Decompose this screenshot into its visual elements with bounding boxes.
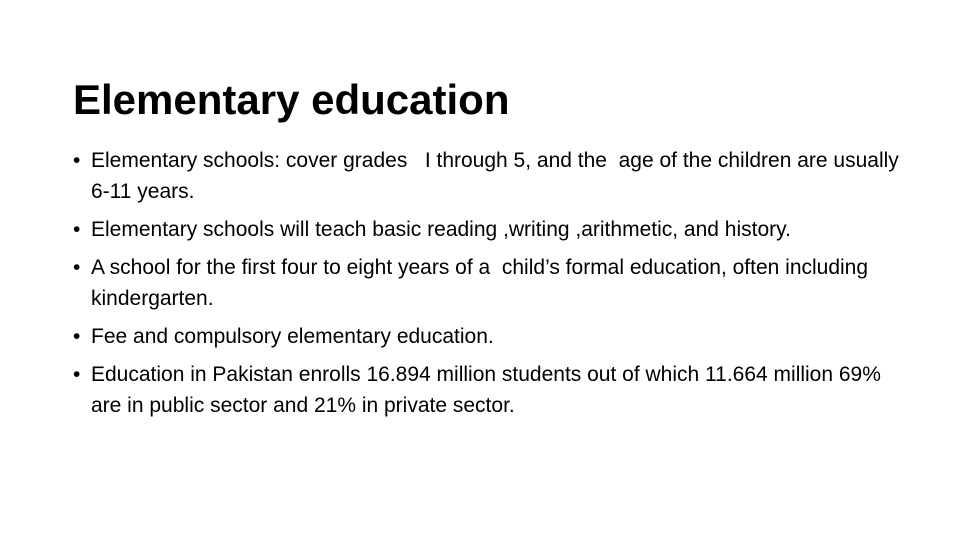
bullet-text: A school for the first four to eight years of a child’s formal education, often including kindergarten.: [91, 256, 874, 310]
bullet-marker: •: [73, 218, 81, 241]
bullet-text: Elementary schools will teach basic reading ,writing ,arithmetic, and history.: [91, 218, 791, 241]
bullet-item: [73, 252, 903, 314]
bullet-item: [73, 214, 903, 245]
bullet-text: Fee and compulsory elementary education.: [91, 325, 494, 348]
bullet-text: Education in Pakistan enrolls 16.894 million students out of which 11.664 million 69% are in public sector and 21% in private sector.: [91, 363, 887, 417]
bullet-marker: •: [73, 325, 81, 348]
bullet-item: [73, 359, 903, 421]
bullet-list: [73, 145, 903, 428]
bullet-marker: •: [73, 363, 81, 386]
bullet-marker: •: [73, 256, 81, 279]
bullet-item: [73, 145, 903, 207]
bullet-marker: •: [73, 149, 81, 172]
bullet-item: [73, 321, 903, 352]
slide-title: Elementary education: [73, 76, 510, 123]
bullet-text: Elementary schools: cover grades I through 5, and the age of the children are usually 6-11 years.: [91, 149, 905, 203]
